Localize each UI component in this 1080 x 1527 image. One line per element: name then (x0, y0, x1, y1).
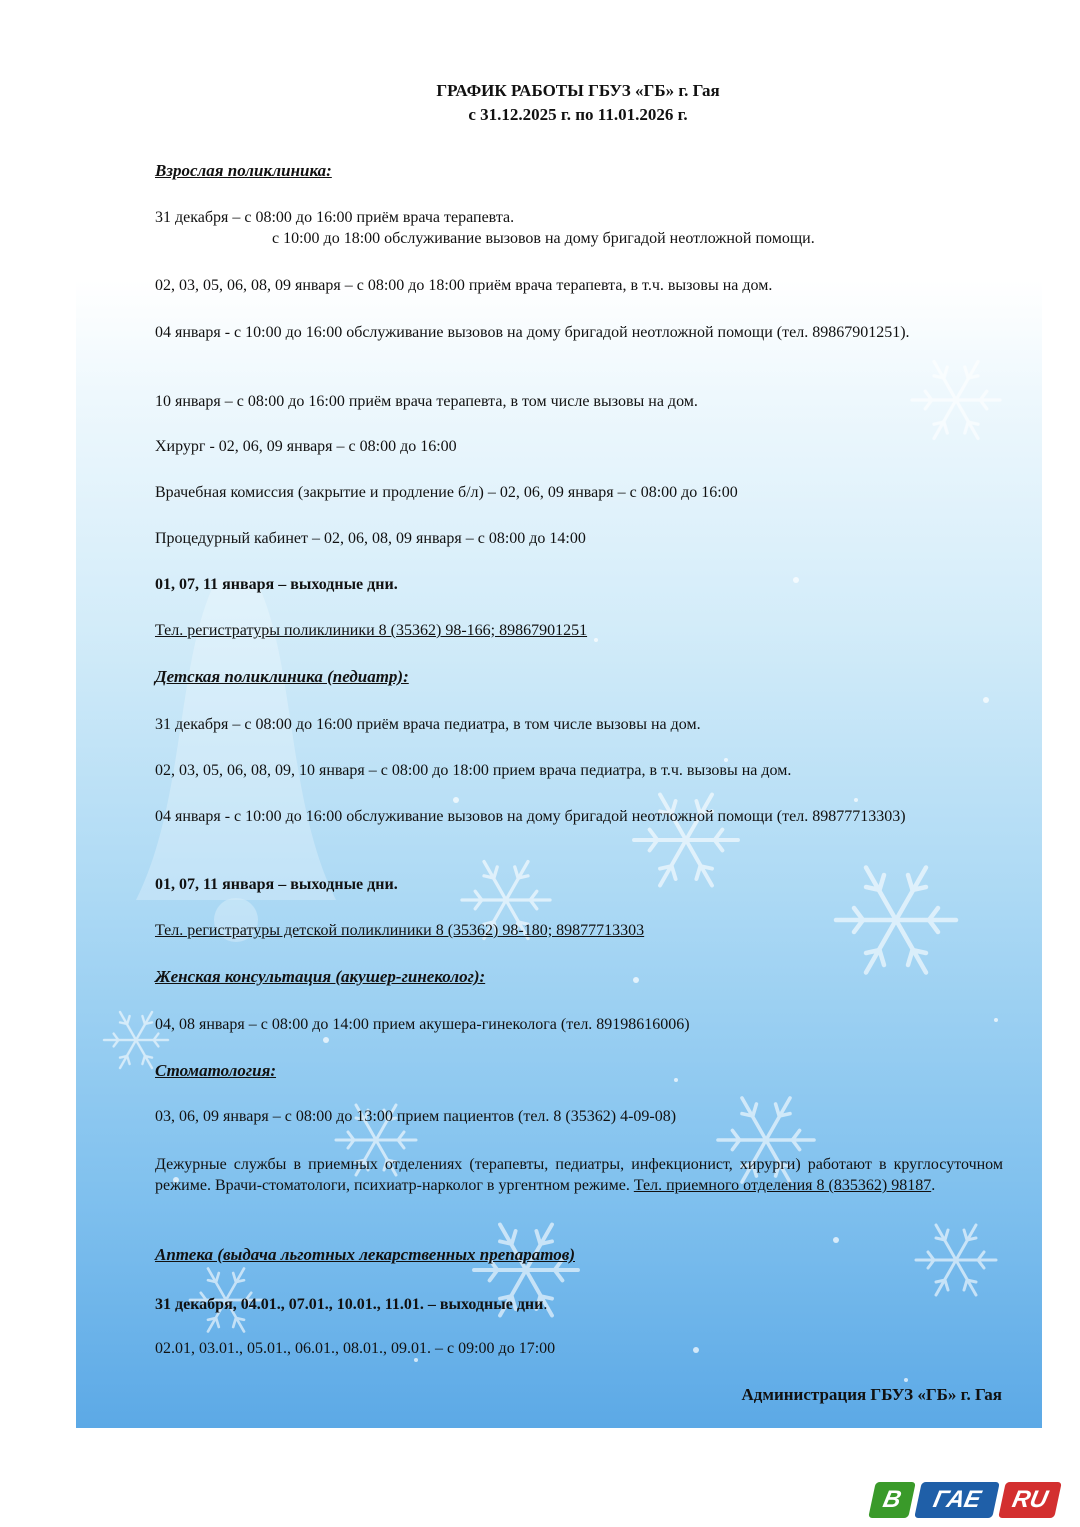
duty-phone-end: . (931, 1177, 936, 1194)
duty-services (155, 1154, 1003, 1196)
duty-phone: Тел. приемного отделения 8 (835362) 98187 (633, 1177, 932, 1194)
document-title: ГРАФИК РАБОТЫ ГБУЗ «ГБ» г. Гая (436, 81, 720, 100)
logo-part-gae: ГАЕ (914, 1482, 1000, 1518)
adult-surgeon: Хирург - 02, 06, 09 января – с 08:00 до 16:00 (155, 438, 457, 455)
logo-part-ru: RU (998, 1482, 1062, 1518)
adult-dec31-line1: 31 декабря – с 08:00 до 16:00 приём врача терапевта. (155, 209, 515, 226)
section-adult-heading: Взрослая поликлиника: (155, 161, 332, 180)
adult-dec31 (155, 207, 1003, 249)
pharmacy-holidays-end: . (543, 1296, 548, 1313)
duty-text: Дежурные службы в приемных отделениях (терапевты, педиатры, инфекционист, хирурги) работают в круглосуточном режиме. Врачи-стоматологи, психиатр-нарколог в ургентном режиме. (155, 1156, 1003, 1194)
pharmacy-holidays: 31 декабря, 04.01., 07.01., 10.01., 11.01. – выходные дни (155, 1296, 544, 1313)
adult-procedure: Процедурный кабинет – 02, 06, 08, 09 января – с 08:00 до 14:00 (155, 530, 586, 547)
section-pharmacy-heading: Аптека (выдача льготных лекарственных препаратов) (155, 1245, 575, 1264)
children-holidays: 01, 07, 11 января – выходные дни. (155, 876, 398, 893)
adult-jan-workdays: 02, 03, 05, 06, 08, 09 января – с 08:00 до 18:00 приём врача терапевта, в т.ч. вызовы на дом. (155, 277, 773, 294)
children-phone: Тел. регистратуры детской поликлиники 8 (35362) 98-180; 89877713303 (155, 922, 645, 939)
pharmacy-schedule: 02.01, 03.01., 05.01., 06.01., 08.01., 09.01. – с 09:00 до 17:00 (155, 1340, 556, 1357)
adult-jan04: 04 января - с 10:00 до 16:00 обслуживание вызовов на дому бригадой неотложной помощи (тел. 89867901251). (155, 324, 910, 341)
adult-phone: Тел. регистратуры поликлиники 8 (35362) 98-166; 89867901251 (155, 622, 588, 639)
section-dental-heading: Стоматология: (155, 1061, 277, 1080)
adult-jan10: 10 января – с 08:00 до 16:00 приём врача терапевта, в том числе вызовы на дом. (155, 393, 698, 410)
document-period: с 31.12.2025 г. по 11.01.2026 г. (468, 105, 688, 124)
women-schedule: 04, 08 января – с 08:00 до 14:00 прием акушера-гинеколога (тел. 89198616006) (155, 1016, 690, 1033)
children-dec31: 31 декабря – с 08:00 до 16:00 приём врача педиатра, в том числе вызовы на дом. (155, 716, 701, 733)
adult-dec31-line2: с 10:00 до 18:00 обслуживание вызовов на дому бригадой неотложной помощи. (272, 230, 815, 247)
section-women-heading: Женская консультация (акушер-гинеколог): (155, 967, 486, 986)
section-children-heading: Детская поликлиника (педиатр): (155, 667, 409, 686)
logo-part-v: В (868, 1482, 916, 1518)
dental-schedule: 03, 06, 09 января – с 08:00 до 13:00 прием пациентов (тел. 8 (35362) 4-09-08) (155, 1108, 677, 1125)
adult-holidays: 01, 07, 11 января – выходные дни. (155, 576, 398, 593)
children-jan04: 04 января - с 10:00 до 16:00 обслуживание вызовов на дому бригадой неотложной помощи (тел. 89877713303) (155, 808, 906, 825)
pharmacy-holidays-line (155, 1294, 1003, 1315)
signature: Администрация ГБУЗ «ГБ» г. Гая (741, 1385, 1002, 1404)
children-jan-workdays: 02, 03, 05, 06, 08, 09, 10 января – с 08:00 до 18:00 прием врача педиатра, в т.ч. вызовы на дом. (155, 762, 792, 779)
adult-commission: Врачебная комиссия (закрытие и продление б/л) – 02, 06, 09 января – с 08:00 до 16:00 (155, 484, 738, 501)
